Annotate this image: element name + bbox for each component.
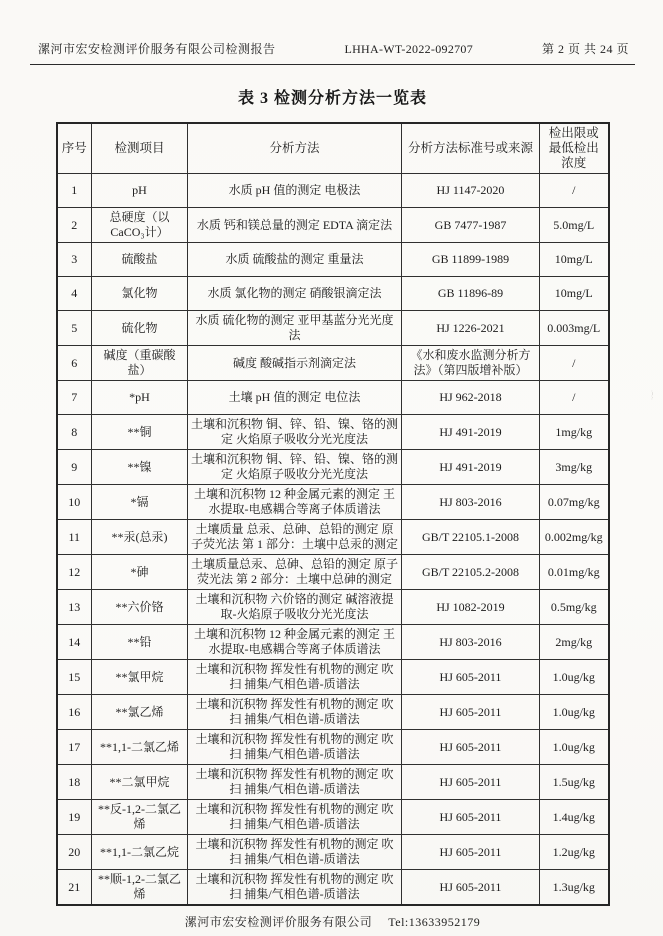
page-footer — [30, 913, 635, 930]
table-cell: HJ 803-2016 — [402, 485, 540, 520]
table-cell: 5.0mg/L — [540, 208, 609, 243]
table-cell: 10 — [57, 485, 92, 520]
page-title: 表 3 检测分析方法一览表 — [237, 90, 427, 107]
table-cell: HJ 962-2018 — [402, 381, 540, 415]
table-row — [57, 450, 609, 485]
table-cell: 0.07mg/kg — [540, 485, 609, 520]
table-cell: HJ 605-2011 — [402, 695, 540, 730]
table-row — [57, 695, 609, 730]
table-cell: 水质 硫化物的测定 亚甲基蓝分光光度法 — [188, 311, 402, 346]
table-row — [57, 730, 609, 765]
table-row — [57, 346, 609, 381]
table-cell: 5 — [57, 311, 92, 346]
header-report-code: LHHA-WT-2022-092707 — [344, 42, 474, 56]
table-row — [57, 277, 609, 311]
table-cell: HJ 1082-2019 — [402, 590, 540, 625]
table-cell: 4 — [57, 277, 92, 311]
table-cell: **镍 — [92, 450, 188, 485]
table-cell: GB 11896-89 — [402, 277, 540, 311]
table-cell: 总硬度（以CaCO₃计） — [92, 208, 188, 243]
table-cell: 碱度 酸碱指示剂滴定法 — [188, 346, 402, 381]
table-cell: 10mg/L — [540, 277, 609, 311]
table-row — [57, 870, 609, 906]
table-cell: 土壤和沉积物 六价铬的测定 碱溶液提取-火焰原子吸收分光光度法 — [188, 590, 402, 625]
table-cell: 3mg/kg — [540, 450, 609, 485]
table-cell: 1.2ug/kg — [540, 835, 609, 870]
table-cell: 1.0ug/kg — [540, 660, 609, 695]
table-body — [57, 174, 609, 906]
header-company-report: 漯河市宏安检测评价服务有限公司检测报告 — [38, 42, 276, 56]
table-cell: HJ 605-2011 — [402, 800, 540, 835]
footer-telephone: Tel:13633952179 — [388, 915, 481, 929]
table-cell: 土壤和沉积物 挥发性有机物的测定 吹扫 捕集/气相色谱-质谱法 — [188, 730, 402, 765]
column-header-standard: 分析方法标准号或来源 — [402, 123, 540, 174]
table-cell: 1 — [57, 174, 92, 208]
table-cell: 8 — [57, 415, 92, 450]
table-cell: **氯乙烯 — [92, 695, 188, 730]
footer-company: 漯河市宏安检测评价服务有限公司 — [184, 915, 373, 929]
table-cell: **反-1,2-二氯乙烯 — [92, 800, 188, 835]
table-cell: 15 — [57, 660, 92, 695]
table-cell: 3 — [57, 243, 92, 277]
header-page-number: 第 2 页 共 24 页 — [541, 42, 629, 56]
table-cell: HJ 605-2011 — [402, 730, 540, 765]
table-cell: 硫酸盐 — [92, 243, 188, 277]
table-cell: **铅 — [92, 625, 188, 660]
column-header-seq: 序号 — [57, 123, 92, 174]
table-cell: 土壤质量总汞、总砷、总铅的测定 原子荧光法 第 2 部分：土壤中总砷的测定 — [188, 555, 402, 590]
table-cell: 6 — [57, 346, 92, 381]
table-cell: **六价铬 — [92, 590, 188, 625]
table-cell: *砷 — [92, 555, 188, 590]
table-cell: 0.002mg/kg — [540, 520, 609, 555]
table-row — [57, 243, 609, 277]
table-cell: **二氯甲烷 — [92, 765, 188, 800]
table-cell: **1,1-二氯乙烯 — [92, 730, 188, 765]
table-cell: 土壤 pH 值的测定 电位法 — [188, 381, 402, 415]
table-cell: HJ 1147-2020 — [402, 174, 540, 208]
table-row — [57, 311, 609, 346]
table-cell: 土壤和沉积物 挥发性有机物的测定 吹扫 捕集/气相色谱-质谱法 — [188, 765, 402, 800]
table-cell: 1.0ug/kg — [540, 730, 609, 765]
table-cell: / — [540, 381, 609, 415]
column-header-method: 分析方法 — [188, 123, 402, 174]
table-cell: 水质 钙和镁总量的测定 EDTA 滴定法 — [188, 208, 402, 243]
table-cell: 土壤和沉积物 挥发性有机物的测定 吹扫 捕集/气相色谱-质谱法 — [188, 660, 402, 695]
table-cell: GB 11899-1989 — [402, 243, 540, 277]
table-cell: 氯化物 — [92, 277, 188, 311]
table-cell: pH — [92, 174, 188, 208]
column-header-item: 检测项目 — [92, 123, 188, 174]
table-cell: 17 — [57, 730, 92, 765]
table-cell: GB/T 22105.2-2008 — [402, 555, 540, 590]
analysis-methods-table — [56, 122, 610, 906]
table-cell: HJ 605-2011 — [402, 835, 540, 870]
table-cell: **氯甲烷 — [92, 660, 188, 695]
table-cell: 12 — [57, 555, 92, 590]
table-cell: 1.5ug/kg — [540, 765, 609, 800]
table-cell: **顺-1,2-二氯乙烯 — [92, 870, 188, 906]
table-cell: 2mg/kg — [540, 625, 609, 660]
table-cell: 1.0ug/kg — [540, 695, 609, 730]
table-cell: 9 — [57, 450, 92, 485]
table-cell: 14 — [57, 625, 92, 660]
table-cell: HJ 1226-2021 — [402, 311, 540, 346]
table-cell: 土壤和沉积物 挥发性有机物的测定 吹扫 捕集/气相色谱-质谱法 — [188, 800, 402, 835]
table-cell: *镉 — [92, 485, 188, 520]
table-cell: 土壤和沉积物 铜、锌、铅、镍、铬的测定 火焰原子吸收分光光度法 — [188, 415, 402, 450]
table-cell: 21 — [57, 870, 92, 906]
table-cell: 土壤和沉积物 挥发性有机物的测定 吹扫 捕集/气相色谱-质谱法 — [188, 835, 402, 870]
table-cell: 土壤和沉积物 12 种金属元素的测定 王水提取-电感耦合等离子体质谱法 — [188, 485, 402, 520]
table-cell: HJ 803-2016 — [402, 625, 540, 660]
table-cell: **汞(总汞) — [92, 520, 188, 555]
table-cell: / — [540, 346, 609, 381]
table-row — [57, 208, 609, 243]
table-cell: 土壤和沉积物 挥发性有机物的测定 吹扫 捕集/气相色谱-质谱法 — [188, 870, 402, 906]
table-cell: HJ 605-2011 — [402, 870, 540, 906]
table-header-row — [57, 123, 609, 174]
header-rule — [30, 64, 635, 65]
table-cell: 0.003mg/L — [540, 311, 609, 346]
table-cell: HJ 605-2011 — [402, 660, 540, 695]
table-cell: 0.5mg/kg — [540, 590, 609, 625]
table-cell: 土壤和沉积物 挥发性有机物的测定 吹扫 捕集/气相色谱-质谱法 — [188, 695, 402, 730]
table-cell: HJ 491-2019 — [402, 450, 540, 485]
table-cell: **铜 — [92, 415, 188, 450]
table-row — [57, 485, 609, 520]
table-cell: 土壤和沉积物 铜、锌、铅、镍、铬的测定 火焰原子吸收分光光度法 — [188, 450, 402, 485]
table-cell: 水质 氯化物的测定 硝酸银滴定法 — [188, 277, 402, 311]
table-cell: 0.01mg/kg — [540, 555, 609, 590]
table-row — [57, 765, 609, 800]
table-cell: 10mg/L — [540, 243, 609, 277]
table-cell: 碱度（重碳酸盐） — [92, 346, 188, 381]
table-cell: 19 — [57, 800, 92, 835]
table-cell: 20 — [57, 835, 92, 870]
table-row — [57, 174, 609, 208]
table-cell: GB 7477-1987 — [402, 208, 540, 243]
table-row — [57, 555, 609, 590]
table-cell: 土壤和沉积物 12 种金属元素的测定 王水提取-电感耦合等离子体质谱法 — [188, 625, 402, 660]
table-cell: 16 — [57, 695, 92, 730]
table-cell: 1.4ug/kg — [540, 800, 609, 835]
table-row — [57, 800, 609, 835]
table-cell: HJ 491-2019 — [402, 415, 540, 450]
table-cell: GB/T 22105.1-2008 — [402, 520, 540, 555]
table-cell: 水质 硫酸盐的测定 重量法 — [188, 243, 402, 277]
column-header-limit: 检出限或最低检出浓度 — [540, 123, 609, 174]
table-cell: 《水和废水监测分析方法》（第四版增补版） — [402, 346, 540, 381]
table-row — [57, 660, 609, 695]
table-cell: HJ 605-2011 — [402, 765, 540, 800]
table-row — [57, 415, 609, 450]
table-cell: 2 — [57, 208, 92, 243]
table-cell: / — [540, 174, 609, 208]
table-cell: 1.3ug/kg — [540, 870, 609, 906]
table-cell: 13 — [57, 590, 92, 625]
table-row — [57, 381, 609, 415]
table-row — [57, 590, 609, 625]
table-cell: 7 — [57, 381, 92, 415]
table-row — [57, 625, 609, 660]
table-row — [57, 835, 609, 870]
table-cell: 土壤质量 总汞、总砷、总铅的测定 原子荧光法 第 1 部分：土壤中总汞的测定 — [188, 520, 402, 555]
table-cell: 硫化物 — [92, 311, 188, 346]
page-header — [30, 40, 635, 57]
table-cell: 18 — [57, 765, 92, 800]
table-cell: 1mg/kg — [540, 415, 609, 450]
table-cell: 水质 pH 值的测定 电极法 — [188, 174, 402, 208]
table-cell: **1,1-二氯乙烷 — [92, 835, 188, 870]
table-cell: *pH — [92, 381, 188, 415]
table-cell: 11 — [57, 520, 92, 555]
scan-edge-artifact: ·᠊᠊᠊·᠊· — [648, 390, 654, 401]
table-row — [57, 520, 609, 555]
